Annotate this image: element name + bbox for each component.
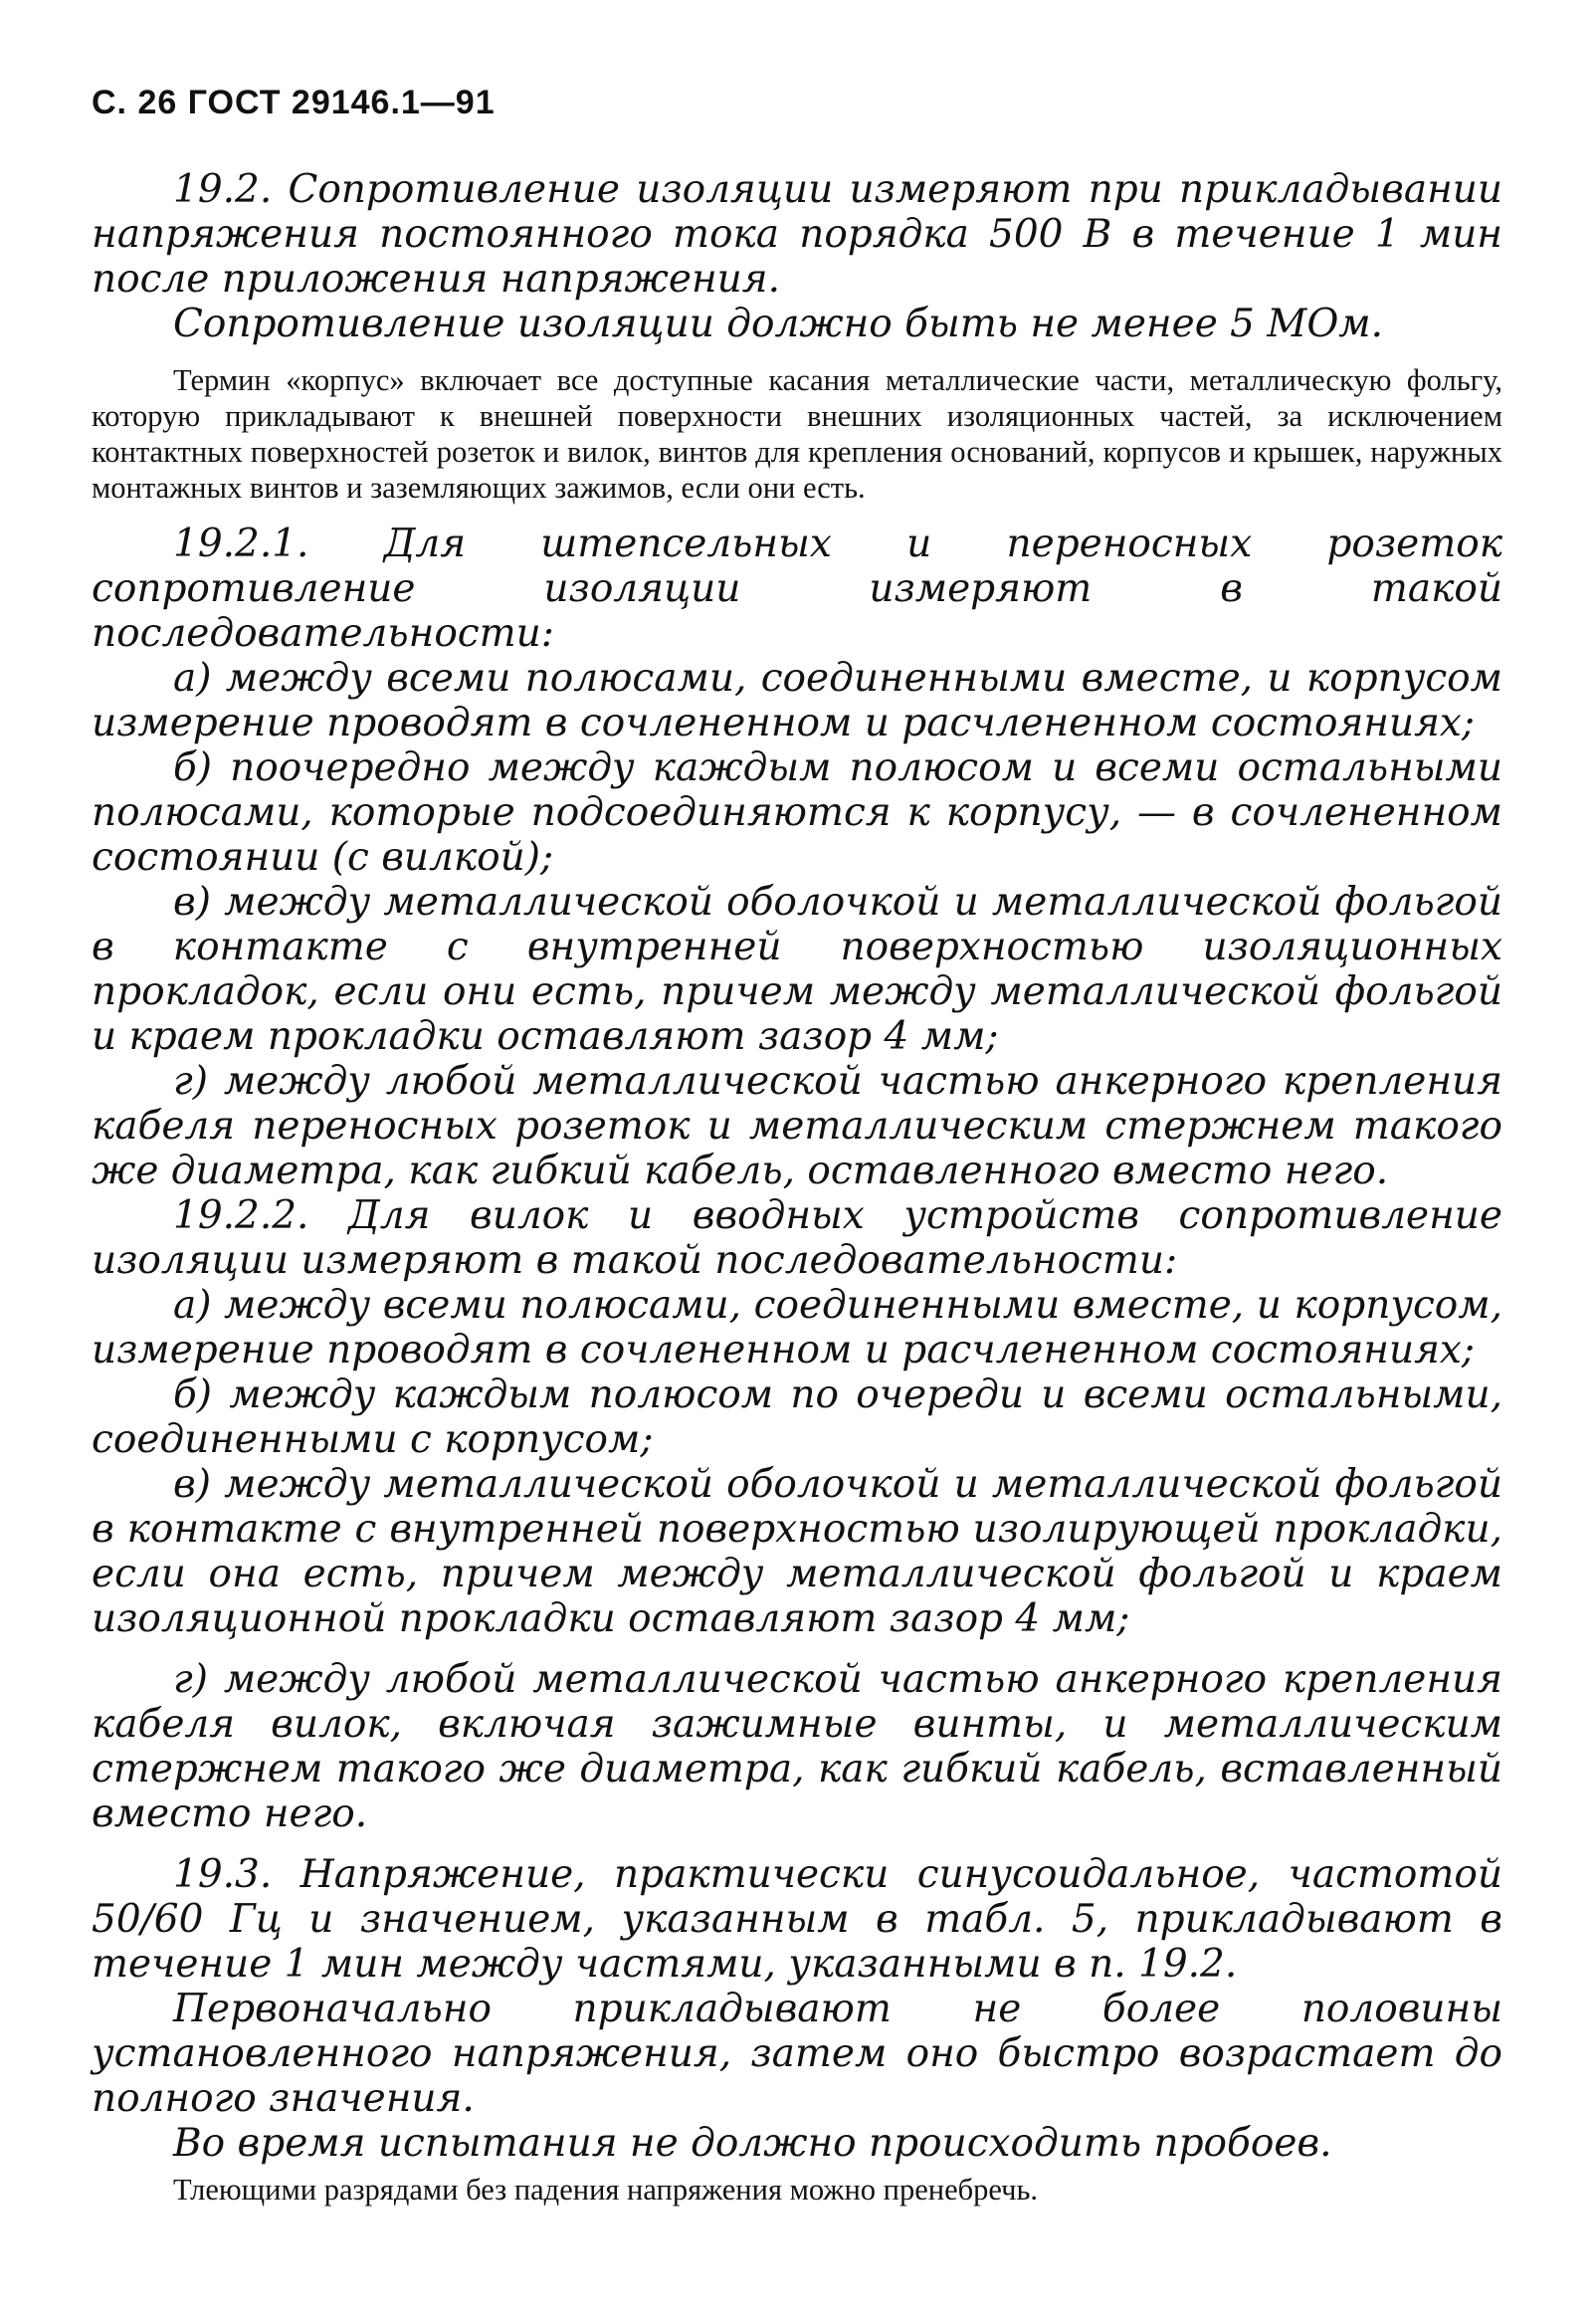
clause-19-2-1: 19.2.1. Для штепсельных и переносных розеток сопротивление изоляции измеряют в такой последовательности: (92, 522, 1502, 656)
clause-19-2-2-a: а) между всеми полюсами, соединенными вместе, и корпусом, измерение проводят в сочлененном и расчлененном состояниях; (92, 1283, 1502, 1372)
clause-19-2-2-g: г) между любой металлической частью анкерного крепления кабеля вилок, включая зажимные винты, и металлическим стержнем такого же диаметра, как гибкий кабель, вставленный вместо него. (92, 1657, 1502, 1836)
clause-19-2-2: 19.2.2. Для вилок и вводных устройств сопротивление изоляции измеряют в такой последовательности: (92, 1193, 1502, 1283)
clause-19-2-note: Термин «корпус» включает все доступные касания металлические части, металлическую фольгу, которую прикладывают к внешней поверхности внешних изоляционных частей, за исключением контактных поверхностей розеток и вилок, винтов для крепления оснований, корпусов и крышек, наружных монтажных винтов и заземляющих зажимов, если они есть. (92, 363, 1502, 505)
clause-19-2: 19.2. Сопротивление изоляции измеряют при прикладывании напряжения постоянного тока порядка 500 В в течение 1 мин после приложения напряжения. (92, 167, 1502, 302)
clause-19-2-requirement: Сопротивление изоляции должно быть не менее 5 МОм. (173, 302, 1384, 346)
clause-19-2-1-v: в) между металлической оболочкой и металлической фольгой в контакте с внутренней поверхностью изоляционных прокладок, если они есть, причем между металлической фольгой и краем прокладки оставляют зазор 4 мм; (92, 880, 1502, 1059)
document-body (92, 167, 1502, 2208)
clause-19-2-1-b: б) поочередно между каждым полюсом и всеми остальными полюсами, которые подсоединяются к корпусу, — в сочлененном состоянии (с вилкой); (92, 745, 1502, 880)
clause-19-3-note: Тлеющими разрядами без падения напряжения можно пренебречь. (173, 2173, 1039, 2207)
clause-19-2-2-b: б) между каждым полюсом по очереди и всеми остальными, соединенными с корпусом; (92, 1372, 1502, 1462)
clause-19-2-2-v: в) между металлической оболочкой и металлической фольгой в контакте с внутренней поверхностью изолирующей прокладки, если она есть, причем между металлической фольгой и краем изоляционной прокладки оставляют зазор 4 мм; (92, 1462, 1502, 1641)
running-head: С. 26 ГОСТ 29146.1—91 (92, 84, 496, 121)
clause-19-2-1-a: а) между всеми полюсами, соединенными вместе, и корпусом измерение проводят в сочлененном и расчлененном состояниях; (92, 656, 1502, 745)
clause-19-3: 19.3. Напряжение, практически синусоидальное, частотой 50/60 Гц и значением, указанным в табл. 5, прикладывают в течение 1 мин между частями, указанными в п. 19.2. (92, 1852, 1502, 1987)
clause-19-3-requirement: Во время испытания не должно происходить пробоев. (173, 2121, 1332, 2166)
clause-19-3-procedure: Первоначально прикладывают не более половины установленного напряжения, затем оно быстро возрастает до полного значения. (92, 1987, 1502, 2121)
clause-19-2-1-g: г) между любой металлической частью анкерного крепления кабеля переносных розеток и металлическим стержнем такого же диаметра, как гибкий кабель, оставленного вместо него. (92, 1059, 1502, 1193)
